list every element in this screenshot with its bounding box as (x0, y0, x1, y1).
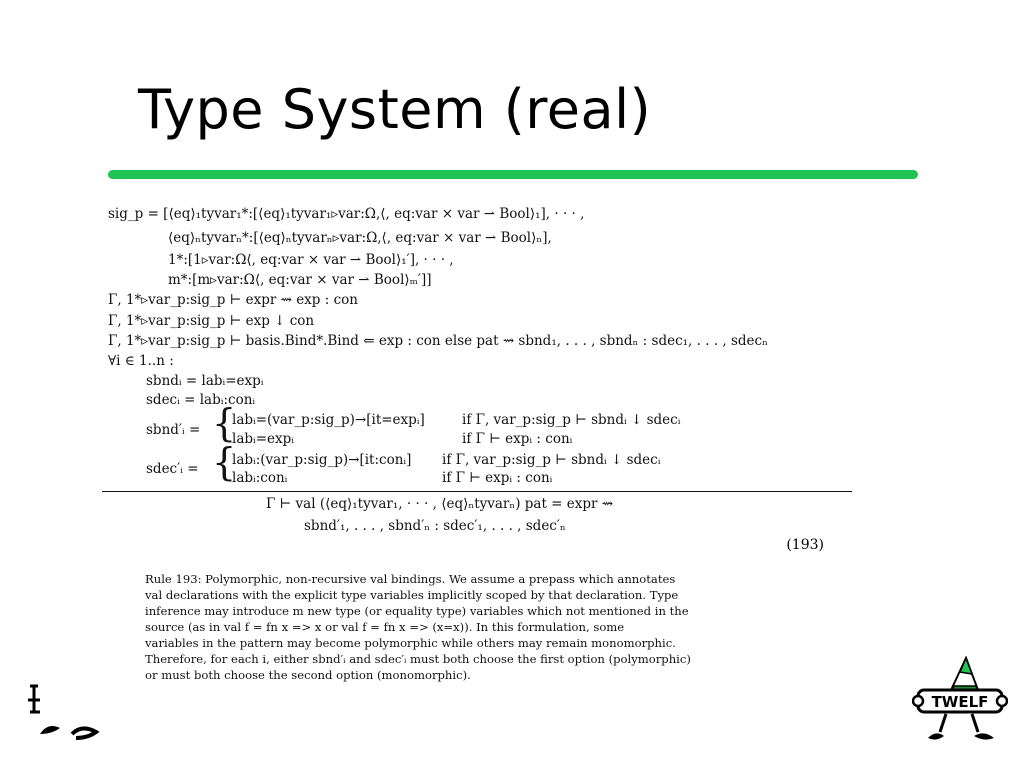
formula-line-2: ⟨eq⟩ₙtyvarₙ*:[⟨eq⟩ₙtyvarₙ▹var:Ω,⟨, eq:var × var ⇀ Bool⟩ₙ], (168, 230, 552, 246)
formula-line-6: Γ, 1*▹var_p:sig_p ⊢ exp ↓ con (108, 313, 315, 329)
formula-line-9: sbndᵢ = labᵢ=expᵢ (146, 373, 264, 389)
rule-number: (193) (786, 537, 824, 553)
partial-logo-icon (26, 678, 116, 748)
sbnd-case-1-condition: if Γ, var_p:sig_p ⊢ sbndᵢ ↓ sdecᵢ (462, 412, 681, 428)
sbnd-case-2-condition: if Γ ⊢ expᵢ : conᵢ (462, 431, 573, 447)
inference-rule-line (102, 491, 852, 492)
caption-line-6: Therefore, for each i, either sbnd′ᵢ and sdec′ᵢ must both choose the first option (polymorphic) (145, 652, 691, 666)
caption-line-5: variables in the pattern may become polymorphic while others may remain monomorphic. (145, 636, 676, 650)
sdec-case-1-condition: if Γ, var_p:sig_p ⊢ sbndᵢ ↓ sdecᵢ (442, 452, 661, 468)
slide-title: Type System (real) (138, 78, 652, 141)
sdec-brace: { (212, 440, 237, 484)
sdec-case-1: labᵢ:(var_p:sig_p)→[it:conᵢ] (232, 452, 412, 468)
sbnd-prime-lhs: sbnd′ᵢ = (146, 422, 201, 438)
sbnd-case-1: labᵢ=(var_p:sig_p)→[it=expᵢ] (232, 412, 425, 428)
formula-line-10: sdecᵢ = labᵢ:conᵢ (146, 392, 256, 408)
formula-line-4: m*:[m▹var:Ω⟨, eq:var × var ⇀ Bool⟩ₘ′]] (168, 272, 432, 288)
sbnd-brace: { (212, 401, 237, 445)
formula-line-8: ∀i ∈ 1..n : (108, 353, 174, 369)
conclusion-line-1: Γ ⊢ val (⟨eq⟩₁tyvar₁, · · · , ⟨eq⟩ₙtyvarₙ) pat = expr ⇝ (266, 496, 614, 512)
sdec-prime-lhs: sdec′ᵢ = (146, 461, 199, 477)
sdec-case-2-condition: if Γ ⊢ expᵢ : conᵢ (442, 470, 553, 486)
formula-line-1: sig_p = [⟨eq⟩₁tyvar₁*:[⟨eq⟩₁tyvar₁▹var:Ω,⟨, eq:var × var ⇀ Bool⟩₁], · · · , (108, 206, 585, 222)
twelf-logo-label: TWELF (931, 693, 989, 711)
sdec-case-2: labᵢ:conᵢ (232, 470, 288, 486)
formula-line-7: Γ, 1*▹var_p:sig_p ⊢ basis.Bind*.Bind ⇐ exp : con else pat ⇝ sbnd₁, . . . , sbndₙ : sdec₁, . . . , sdecₙ (108, 333, 768, 349)
caption-line-7: or must both choose the second option (monomorphic). (145, 668, 471, 682)
sbnd-case-2: labᵢ=expᵢ (232, 431, 294, 447)
rule-caption (145, 571, 785, 683)
title-underline (108, 170, 918, 179)
twelf-logo-icon (912, 656, 1008, 748)
caption-line-1: Rule 193: Polymorphic, non-recursive val bindings. We assume a prepass which annotates (145, 572, 676, 586)
formula-line-3: 1*:[1▹var:Ω⟨, eq:var × var ⇀ Bool⟩₁′], · · · , (168, 252, 454, 268)
caption-line-3: inference may introduce m new type (or equality type) variables which not mentioned in the (145, 604, 689, 618)
formula-line-5: Γ, 1*▹var_p:sig_p ⊢ expr ⇝ exp : con (108, 292, 358, 308)
caption-line-2: val declarations with the explicit type variables implicitly scoped by that declaration. Type (145, 588, 679, 602)
conclusion-line-2: sbnd′₁, . . . , sbnd′ₙ : sdec′₁, . . . , sdec′ₙ (304, 518, 566, 534)
caption-line-4: source (as in val f = fn x => x or val f = fn x => (x=x)). In this formulation, some (145, 620, 625, 634)
